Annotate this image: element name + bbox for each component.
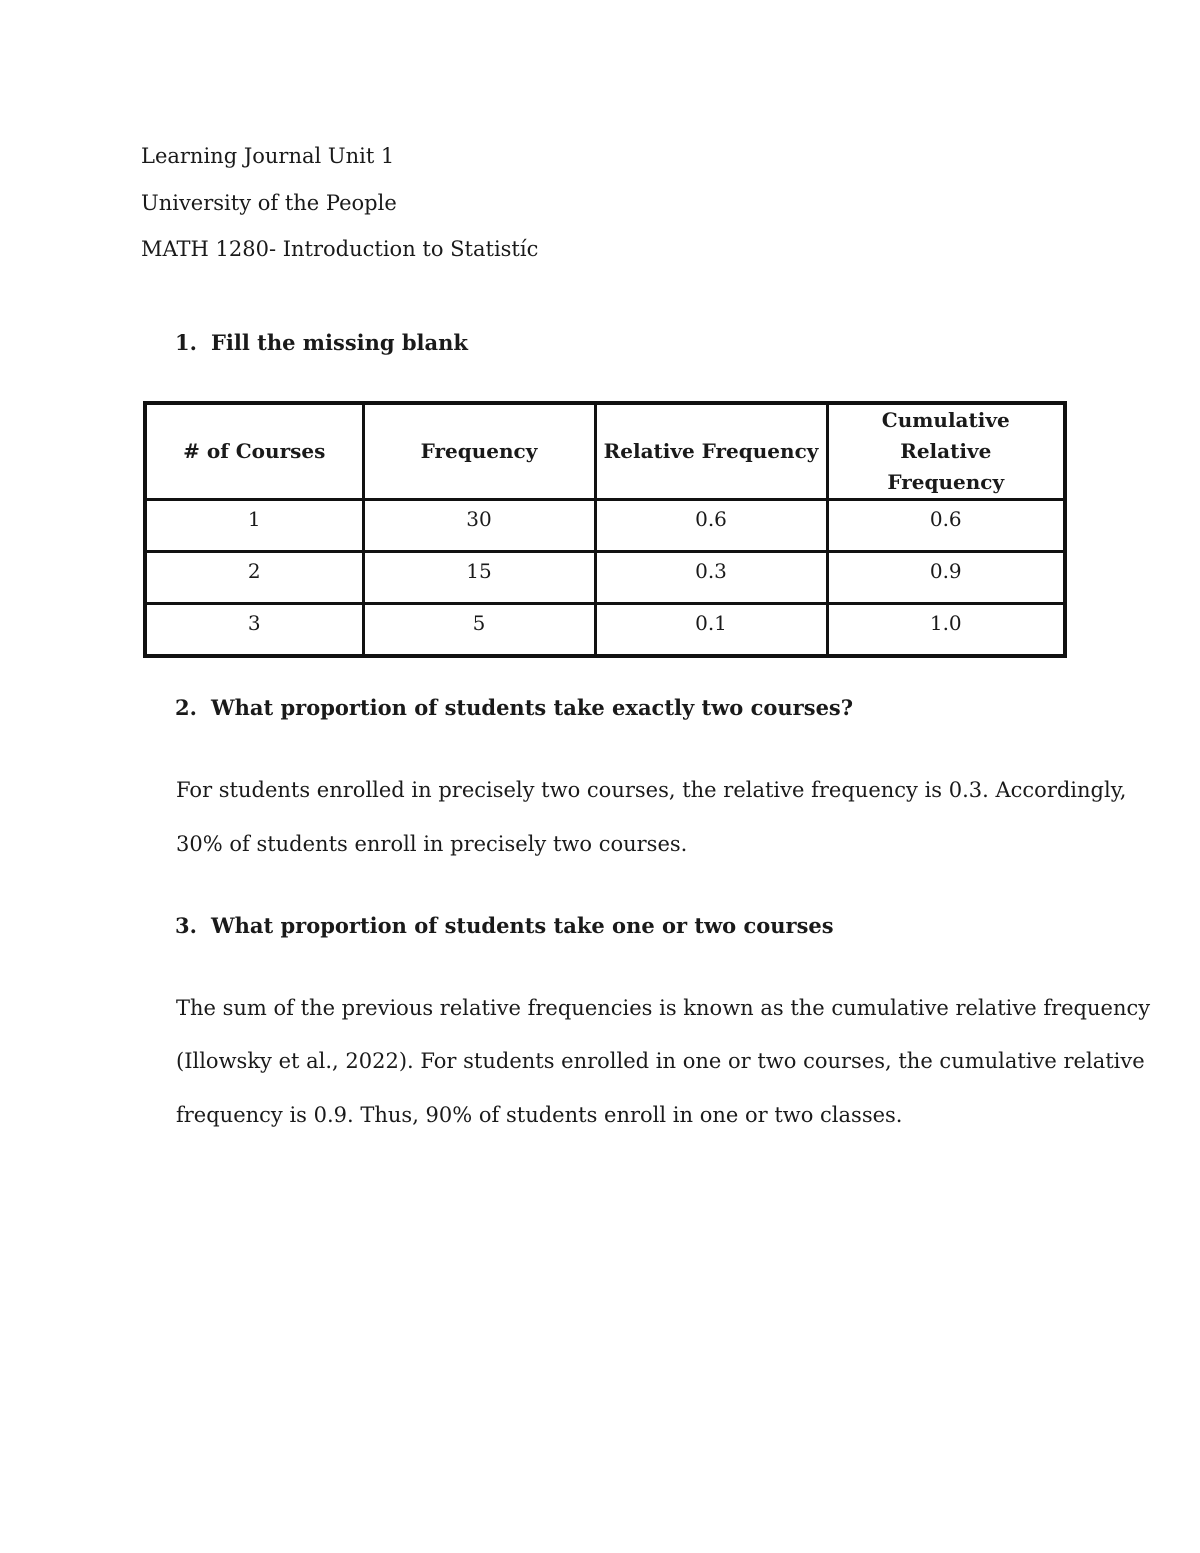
table-cell: 15 bbox=[363, 552, 595, 604]
question-2-number: 2. bbox=[175, 695, 197, 720]
table-cell: 30 bbox=[363, 500, 595, 552]
question-2-title: What proportion of students take exactly two courses? bbox=[211, 695, 854, 720]
question-2-answer-line: For students enrolled in precisely two courses, the relative frequency is 0.3. Accordingly, bbox=[176, 778, 1127, 802]
header-frequency: Frequency bbox=[363, 403, 595, 500]
header-cumulative-relative-frequency bbox=[827, 403, 1065, 500]
table-cell: 1 bbox=[145, 500, 363, 552]
question-3-answer-line: The sum of the previous relative frequencies is known as the cumulative relative frequency bbox=[176, 996, 1151, 1020]
course-name: MATH 1280- Introduction to Statistíc bbox=[141, 237, 539, 261]
question-2-heading bbox=[175, 694, 853, 722]
table-row bbox=[145, 500, 1065, 552]
table-header-row bbox=[145, 403, 1065, 500]
question-2-answer-line: 30% of students enroll in precisely two courses. bbox=[176, 832, 688, 856]
table-row bbox=[145, 552, 1065, 604]
table-cell: 3 bbox=[145, 604, 363, 657]
question-3-number: 3. bbox=[175, 913, 197, 938]
question-1-title: Fill the missing blank bbox=[211, 330, 468, 355]
frequency-table bbox=[143, 401, 1067, 658]
table-cell: 1.0 bbox=[827, 604, 1065, 657]
question-3-title: What proportion of students take one or two courses bbox=[211, 913, 834, 938]
table-cell: 0.6 bbox=[595, 500, 827, 552]
header-relative-frequency: Relative Frequency bbox=[595, 403, 827, 500]
table-cell: 0.9 bbox=[827, 552, 1065, 604]
question-1-number: 1. bbox=[175, 330, 197, 355]
table-cell: 0.6 bbox=[827, 500, 1065, 552]
question-3-answer-line: frequency is 0.9. Thus, 90% of students enroll in one or two classes. bbox=[176, 1103, 903, 1127]
header-courses: # of Courses bbox=[145, 403, 363, 500]
question-1-heading bbox=[175, 329, 468, 357]
table-cell: 0.3 bbox=[595, 552, 827, 604]
journal-title: Learning Journal Unit 1 bbox=[141, 144, 395, 168]
question-3-answer-line: (Illowsky et al., 2022). For students enrolled in one or two courses, the cumulative relative bbox=[176, 1049, 1145, 1073]
table-cell: 2 bbox=[145, 552, 363, 604]
table-row bbox=[145, 604, 1065, 657]
table-cell: 0.1 bbox=[595, 604, 827, 657]
header-cumulative-label: Cumulative Relative Frequency bbox=[881, 408, 1010, 494]
question-3-heading bbox=[175, 912, 834, 940]
university-name: University of the People bbox=[141, 191, 397, 215]
table-cell: 5 bbox=[363, 604, 595, 657]
